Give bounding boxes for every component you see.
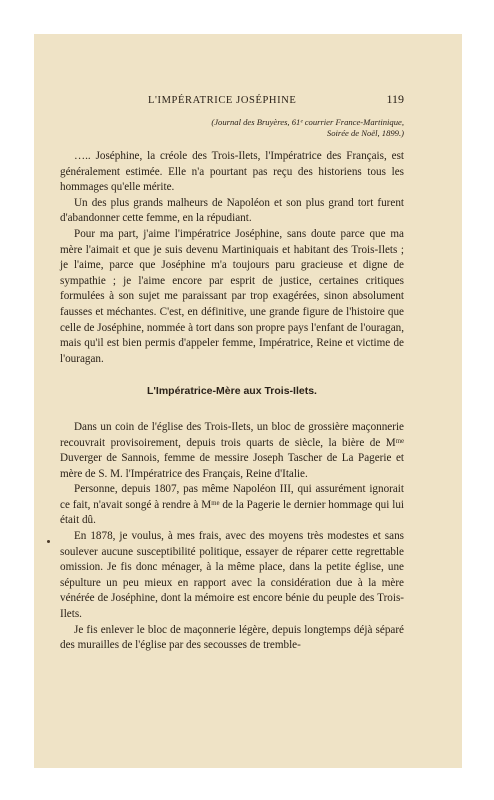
paragraph: ….. Joséphine, la créole des Trois-Ilets, l'Impératrice des Français, est généralement estimée. Elle n'a pourtant pas reçu des historiens tous les hommages qu'elle mérite. [60,150,404,194]
paragraph: Un des plus grands malheurs de Napoléon et son plus grand tort furent d'abandonner cette femme, en la répudiant. [60,196,404,225]
paragraph: Dans un coin de l'église des Trois-Ilets, un bloc de grossière maçonnerie recouvrait provisoirement, depuis trois quarts de siècle, la bière de Mᵐᵉ Duverger de Sannois, femme de messire Joseph Tascher de La Pagerie et mère de S. M. l'Impératrice des Français, Reine d'Italie. [60,420,404,480]
paragraph: Pour ma part, j'aime l'impératrice Joséphine, sans doute parce que ma mère l'aimait et que je suis devenu Martiniquais et habitant des Trois-Ilets ; je l'aime, parce que Joséphine m'a toujours paru gracieuse et digne de sympathie ; je l'aime encore par esprit de justice, certaines critiques formulées à son sujet me paraissant par trop exagérées, sinon absolument fausses et méchantes. C'est, en définitive, une grande figure de l'histoire que celle de Joséphine, nommée à tort dans son propre pays l'enfant de l'ouragan, mais qu'il est bien permis d'appeler femme, Impératrice, Reine et victime de l'ouragan. [60,227,404,365]
page-number: 119 [386,92,404,106]
paragraph: Personne, depuis 1807, pas même Napoléon III, qui assurément ignorait ce fait, n'avait songé à rendre à Mᵐᵉ de la Pagerie le dernier hommage qui lui était dû. [60,483,404,527]
section-heading: L'Impératrice-Mère aux Trois-Ilets. [147,385,317,398]
book-page [60,92,404,654]
paragraph: En 1878, je voulus, à mes frais, avec des moyens très modestes et sans soulever aucune susceptibilité politique, essayer de réparer cette regrettable omission. Je fis donc ménager, à la même place, dans la petite église, une sépulture un peu mieux en rapport avec la considération due à la mère vénérée de Joséphine, dont la mémoire est encore bénie du peuple des Trois-Ilets. [60,530,404,621]
source-line-1: (Journal des Bruyères, 61ᵉ courrier France-Martinique, [211,117,404,127]
ink-speck [47,540,50,543]
running-head [148,92,404,107]
running-title: L'IMPÉRATRICE JOSÉPHINE [148,95,297,106]
source-line-2: Soirée de Noël, 1899.) [326,128,404,138]
paragraph: Je fis enlever le bloc de maçonnerie légère, depuis longtemps déjà séparé des murailles de l'église par des secousses de tremble- [60,623,404,652]
source-citation [60,117,404,139]
